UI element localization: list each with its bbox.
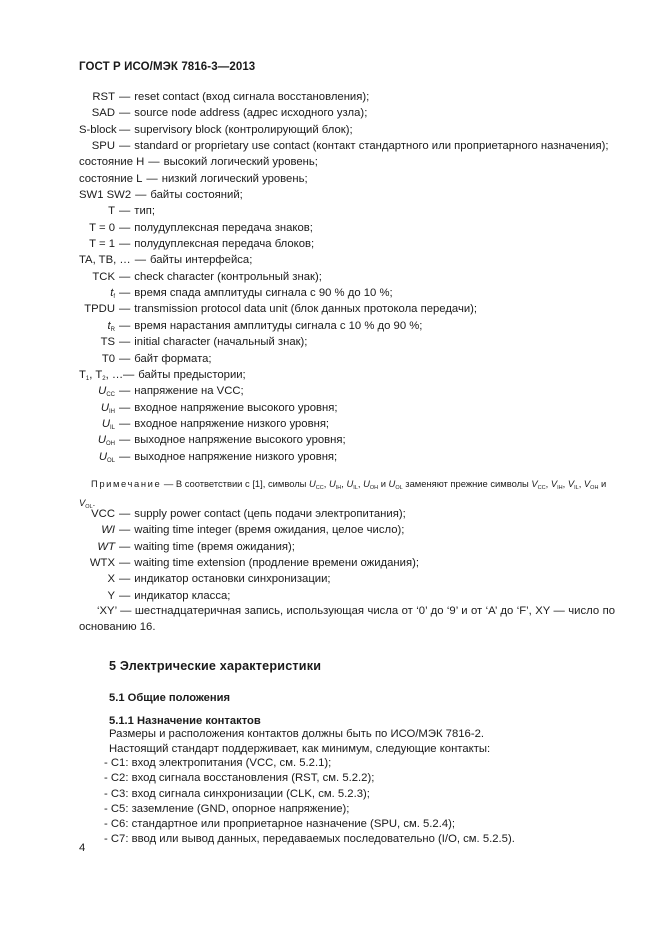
definition-row [79,285,619,301]
definition-row [79,236,619,252]
definition-row [79,334,619,350]
definition-row [79,555,619,571]
definition-row [79,89,619,105]
definition-row [79,400,619,416]
definition-text: выходное напряжение высокого уровня; [134,434,346,447]
definition-term: T0 [101,352,115,365]
definition-text: waiting time integer (время ожидания, целое число); [134,524,405,537]
definition-dash: — [119,450,131,463]
definition-text: тип; [134,205,156,218]
definition-text: выходное напряжение низкого уровня; [134,450,338,463]
definition-dash: — [119,336,131,349]
definition-dash: — [119,540,131,553]
definition-dash: — [119,270,131,283]
paragraph: Размеры и расположения контактов должны быть по ИСО/МЭК 7816-2. [109,728,484,740]
definition-row [79,301,619,317]
definition-text: source node address (адрес исходного узла); [134,107,368,120]
definition-row [79,449,619,465]
definition-term: T = 0 [89,221,115,234]
section-heading: 5 Электрические характеристики [109,659,322,673]
symbol: V [550,478,558,489]
symbol: V [567,478,575,489]
definition-dash: — [119,303,131,316]
definition-text: высокий логический уровень; [163,156,318,169]
note: Примечание — В соответствии с [1], символы $U_{CC}$, $U_{IH}$, $U_{IL}$, $U_{OH}$ и $U_{OL}$ заменяют прежние символы $V_{CC}$, $V_{IH}$, $V_{IL}$, $V_{OH}$ и $V_{OL}$. [79,478,607,510]
definition-term: T [108,205,115,218]
definition-row [79,171,619,187]
definition-dash: — [135,189,147,202]
definition-term: WTX [89,557,115,570]
definition-dash: — [119,319,131,332]
subsection-heading: 5.1 Общие положения [109,692,231,704]
definitions-list-2 [79,506,619,604]
definition-text: байты предыстории; [138,368,246,381]
definition-dash: — [119,557,131,570]
definition-term: $U_{IL}$ [101,417,115,431]
definition-dash: — [119,508,131,520]
definition-term: $U_{IH}$ [100,401,115,415]
definition-dash: — [119,205,131,218]
definition-term: WT [97,540,115,553]
definition-row [79,383,619,399]
symbol: U [309,478,316,489]
definition-text: байты состояний; [150,189,243,202]
definition-text: байт формата; [134,352,212,365]
definition-text: полудуплексная передача блоков; [134,238,315,251]
definition-text: низкий логический уровень; [161,172,308,185]
paragraph: Настоящий стандарт поддерживает, как минимум, следующие контакты: [109,743,491,755]
definition-dash: — [119,524,131,537]
definition-term: T = 1 [89,238,115,251]
definition-dash: — [123,368,135,381]
definition-dash: — [119,140,131,153]
definition-row [79,506,619,522]
definition-term: VCC [91,508,115,520]
definition-dash: — [119,287,131,300]
definition-row [79,252,619,268]
running-header: ГОСТ Р ИСО/МЭК 7816-3—2013 [79,61,256,73]
symbol: V [531,478,538,489]
list-item: - C3: вход сигнала синхронизации (CLK, см. 5.2.3); [104,787,370,800]
definition-text: время спада амплитуды сигнала с 90 % до 10 %; [134,287,393,300]
definition-text: initial character (начальный знак); [134,336,308,349]
list-item: - C6: стандартное или проприетарное назначение (SPU, см. 5.2.4); [104,818,456,831]
symbol: U [388,478,396,489]
definition-text: check character (контрольный знак); [134,270,322,283]
note-text: — В соответствии с [1], символы [161,478,310,489]
definition-dash: — [119,123,131,136]
list-item: - C7: ввод или вывод данных, передаваемых последовательно (I/O, см. 5.2.5). [104,833,515,846]
definition-term: SAD [91,107,115,120]
definition-term: X [107,573,115,586]
definition-term: WI [101,524,115,537]
definition-row [79,588,619,604]
definition-row [79,138,619,154]
definition-row [79,187,619,203]
definition-text: standard or proprietary use contact (контакт стандартного или проприетарного назначения); [134,140,609,153]
definition-dash: — [134,254,146,267]
definition-text: напряжение на VCC; [134,385,244,398]
definition-text: индикатор остановки синхронизации; [134,573,331,586]
definition-text: reset contact (вход сигнала восстановления); [134,91,370,103]
definition-row [79,522,619,538]
definition-row [79,203,619,219]
definition-dash: — [119,221,131,234]
definition-term: SPU [91,140,115,153]
definition-row [79,154,619,170]
definition-term: Y [107,589,115,602]
definition-row [79,105,619,121]
page-number: 4 [79,842,86,854]
definition-row [79,122,619,138]
definition-text: supply power contact (цепь подачи электропитания); [134,508,406,520]
definition-dash: — [119,417,131,430]
definition-text: waiting time extension (продление времени ожидания); [134,557,419,570]
definition-term: $U_{CC}$ [98,385,115,399]
definition-text: supervisory block (контролирующий блок); [134,123,353,136]
definition-term: $U_{OL}$ [98,450,115,464]
definition-dash: — [119,352,131,365]
symbol: V [79,496,86,508]
definition-term: $t_f$ [110,287,115,301]
definition-text: индикатор класса; [134,589,231,602]
definition-term: $T_1$, $T_2$, … [79,368,124,382]
definition-dash: — [146,172,158,185]
definition-row [79,220,619,236]
definition-dash: — [119,107,131,120]
definition-dash: — [119,401,131,414]
definition-row [79,539,619,555]
definition-row [79,571,619,587]
definition-row [79,351,619,367]
list-item: - C2: вход сигнала восстановления (RST, см. 5.2.2); [104,772,375,785]
definition-term: TA, TB, … [79,254,131,267]
definition-dash: — [119,573,131,586]
definition-dash: — [119,91,131,103]
definition-text: полудуплексная передача знаков; [134,221,313,234]
definition-text: transmission protocol data unit (блок данных протокола передачи); [134,303,478,316]
definition-term: TS [100,336,115,349]
symbol: V [583,478,591,489]
definition-text: waiting time (время ожидания); [134,540,295,553]
definition-text: байты интерфейса; [149,254,253,267]
definition-term: $t_R$ [107,319,115,333]
definition-row [79,269,619,285]
note-text: заменяют прежние символы [402,478,532,489]
definition-term: S-block [79,123,117,136]
definition-term: RST [92,91,115,103]
symbol: U [346,478,354,489]
definition-dash: — [119,434,131,447]
definition-row [79,432,619,448]
definition-dash: — [148,156,160,169]
definition-term: $U_{OH}$ [97,434,115,448]
definition-term: состояние L [79,172,143,185]
xy-definition: ‘XY’ — шестнадцатеричная запись, использующая числа от ‘0’ до ‘9’ и от ‘A’ до ‘F’, XY — число по основанию 16. [79,605,615,634]
definition-row [79,367,619,383]
symbol: U [328,478,336,489]
definition-text: входное напряжение высокого уровня; [134,401,338,414]
definition-text: время нарастания амплитуды сигнала с 10 % до 90 %; [134,319,423,332]
note-label: Примечание [91,478,162,489]
definition-dash: — [119,589,131,602]
list-item: - C5: заземление (GND, опорное напряжение); [104,802,350,815]
subsubsection-heading: 5.1.1 Назначение контактов [109,715,261,727]
definitions-list [79,89,619,465]
definition-term: TPDU [84,303,115,316]
definition-row [79,318,619,334]
contacts-list [104,756,515,848]
definition-text: входное напряжение низкого уровня; [134,417,330,430]
definition-dash: — [119,385,131,398]
definition-dash: — [119,238,131,251]
symbol: U [363,478,370,489]
definition-term: TCK [92,270,115,283]
definition-row [79,416,619,432]
definition-term: состояние H [79,156,145,169]
definition-term: SW1 SW2 [79,189,132,202]
list-item: - C1: вход электропитания (VCC, см. 5.2.1); [104,757,332,769]
